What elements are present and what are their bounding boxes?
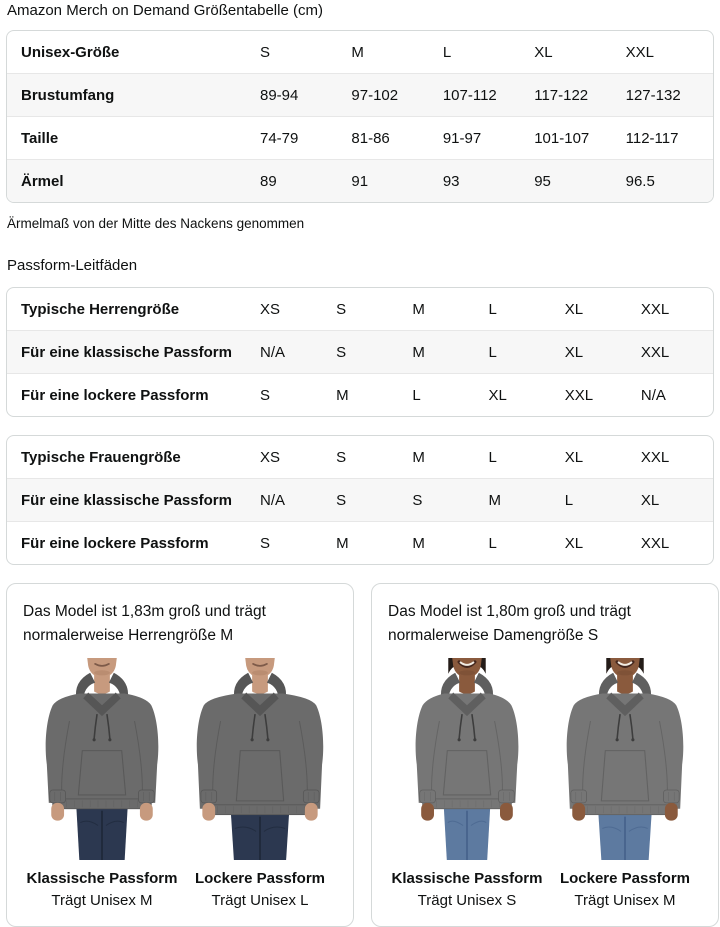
row-label: Ärmel: [21, 172, 64, 190]
table-row: [7, 159, 713, 202]
fit-table-men: [6, 287, 714, 417]
caption-size: Trägt Unisex L: [211, 892, 309, 909]
size-cell: L: [412, 386, 421, 404]
size-cell: N/A: [260, 343, 286, 361]
size-cell: XL: [564, 448, 584, 466]
table-row: [7, 73, 713, 116]
model-photo: [181, 658, 339, 862]
table-row: [7, 31, 713, 73]
row-label: Unisex-Größe: [21, 43, 120, 61]
size-cell: L: [442, 43, 452, 61]
hoodie-model-illustration: [181, 658, 339, 860]
size-cell: M: [336, 386, 349, 404]
table-row: [7, 436, 713, 478]
figures-row: [388, 658, 704, 910]
size-cell: 95: [534, 172, 551, 190]
size-cell: M: [412, 448, 425, 466]
model-photo: [23, 658, 181, 862]
size-cell: S: [260, 534, 271, 552]
table-row: [7, 288, 713, 330]
size-cell: S: [260, 386, 271, 404]
page-title: Amazon Merch on Demand Größentabelle (cm): [7, 2, 323, 19]
hoodie-model-illustration: [388, 658, 546, 860]
size-cell: S: [336, 300, 347, 318]
size-cell: XL: [564, 300, 584, 318]
caption-fit: Klassische Passform: [26, 870, 178, 887]
size-cell: M: [412, 343, 425, 361]
model-photo: [388, 658, 546, 862]
caption-size: Trägt Unisex S: [417, 892, 517, 909]
caption-size: Trägt Unisex M: [574, 892, 676, 909]
card-heading: Das Model ist 1,80m groß und trägt normalerweise Damengröße S: [388, 603, 631, 644]
size-cell: 89: [260, 172, 277, 190]
size-cell: 91-97: [442, 129, 482, 147]
size-cell: L: [488, 300, 497, 318]
hoodie-model-illustration: [546, 658, 704, 860]
size-cell: 101-107: [534, 129, 590, 147]
model-cards: [6, 583, 714, 927]
row-label: Für eine lockere Passform: [21, 534, 209, 552]
size-cell: XXL: [640, 343, 670, 361]
table-row: [7, 330, 713, 373]
size-cell: XL: [640, 491, 660, 509]
size-cell: N/A: [260, 491, 286, 509]
size-cell: 107-112: [442, 86, 497, 104]
size-cell: 96.5: [625, 172, 655, 190]
size-cell: XXL: [564, 386, 594, 404]
figure-loose-fit: [181, 658, 339, 910]
row-label: Für eine klassische Passform: [21, 491, 232, 509]
fit-table-women: [6, 435, 714, 565]
table-row: [7, 373, 713, 416]
row-label: Typische Herrengröße: [21, 300, 180, 318]
caption-fit: Lockere Passform: [559, 870, 691, 887]
size-cell: 127-132: [625, 86, 681, 104]
size-cell: M: [412, 534, 425, 552]
figure-classic-fit: [23, 658, 181, 910]
size-table: [6, 30, 714, 203]
hoodie-model-illustration: [23, 658, 181, 860]
size-cell: S: [412, 491, 423, 509]
sleeve-measure-note: Ärmelmaß von der Mitte des Nackens genommen: [7, 216, 305, 231]
size-cell: M: [412, 300, 425, 318]
size-cell: M: [351, 43, 364, 61]
size-cell: 112-117: [625, 129, 679, 147]
model-card-women: [371, 583, 719, 927]
size-cell: L: [488, 534, 497, 552]
size-cell: N/A: [640, 386, 666, 404]
size-cell: M: [336, 534, 349, 552]
size-cell: XXL: [640, 534, 670, 552]
caption-fit: Klassische Passform: [391, 870, 543, 887]
card-heading: Das Model ist 1,83m groß und trägt normalerweise Herrengröße M: [23, 603, 266, 644]
row-label: Für eine lockere Passform: [21, 386, 209, 404]
size-cell: 74-79: [260, 129, 299, 147]
size-cell: XXL: [625, 43, 654, 61]
size-cell: S: [260, 43, 271, 61]
size-cell: L: [488, 448, 497, 466]
caption-size: Trägt Unisex M: [51, 892, 153, 909]
size-cell: XXL: [640, 448, 670, 466]
row-label: Taille: [21, 129, 59, 147]
size-cell: S: [336, 491, 347, 509]
row-label: Brustumfang: [21, 86, 115, 104]
size-cell: S: [336, 343, 347, 361]
size-cell: M: [488, 491, 502, 509]
size-cell: XL: [564, 534, 584, 552]
model-card-men: [6, 583, 354, 927]
table-row: [7, 521, 713, 564]
size-cell: 97-102: [351, 86, 399, 104]
caption-fit: Lockere Passform: [194, 870, 326, 887]
size-cell: 91: [351, 172, 369, 190]
size-cell: XS: [260, 448, 281, 466]
row-label: Typische Frauengröße: [21, 448, 181, 466]
size-cell: 81-86: [351, 129, 390, 147]
size-cell: L: [488, 343, 497, 361]
size-cell: S: [336, 448, 347, 466]
model-photo: [546, 658, 704, 862]
size-cell: L: [564, 491, 574, 509]
size-cell: XL: [564, 343, 584, 361]
size-cell: XS: [260, 300, 281, 318]
table-row: [7, 478, 713, 521]
figures-row: [23, 658, 339, 910]
figure-classic-fit: [388, 658, 546, 910]
size-cell: 93: [442, 172, 460, 190]
size-cell: 117-122: [534, 86, 589, 104]
size-cell: XL: [488, 386, 507, 404]
figure-loose-fit: [546, 658, 704, 910]
size-cell: 89-94: [260, 86, 299, 104]
table-row: [7, 116, 713, 159]
fit-guides-title: Passform-Leitfäden: [7, 257, 138, 274]
size-cell: XXL: [640, 300, 670, 318]
size-cell: XL: [534, 43, 553, 61]
row-label: Für eine klassische Passform: [21, 343, 232, 361]
